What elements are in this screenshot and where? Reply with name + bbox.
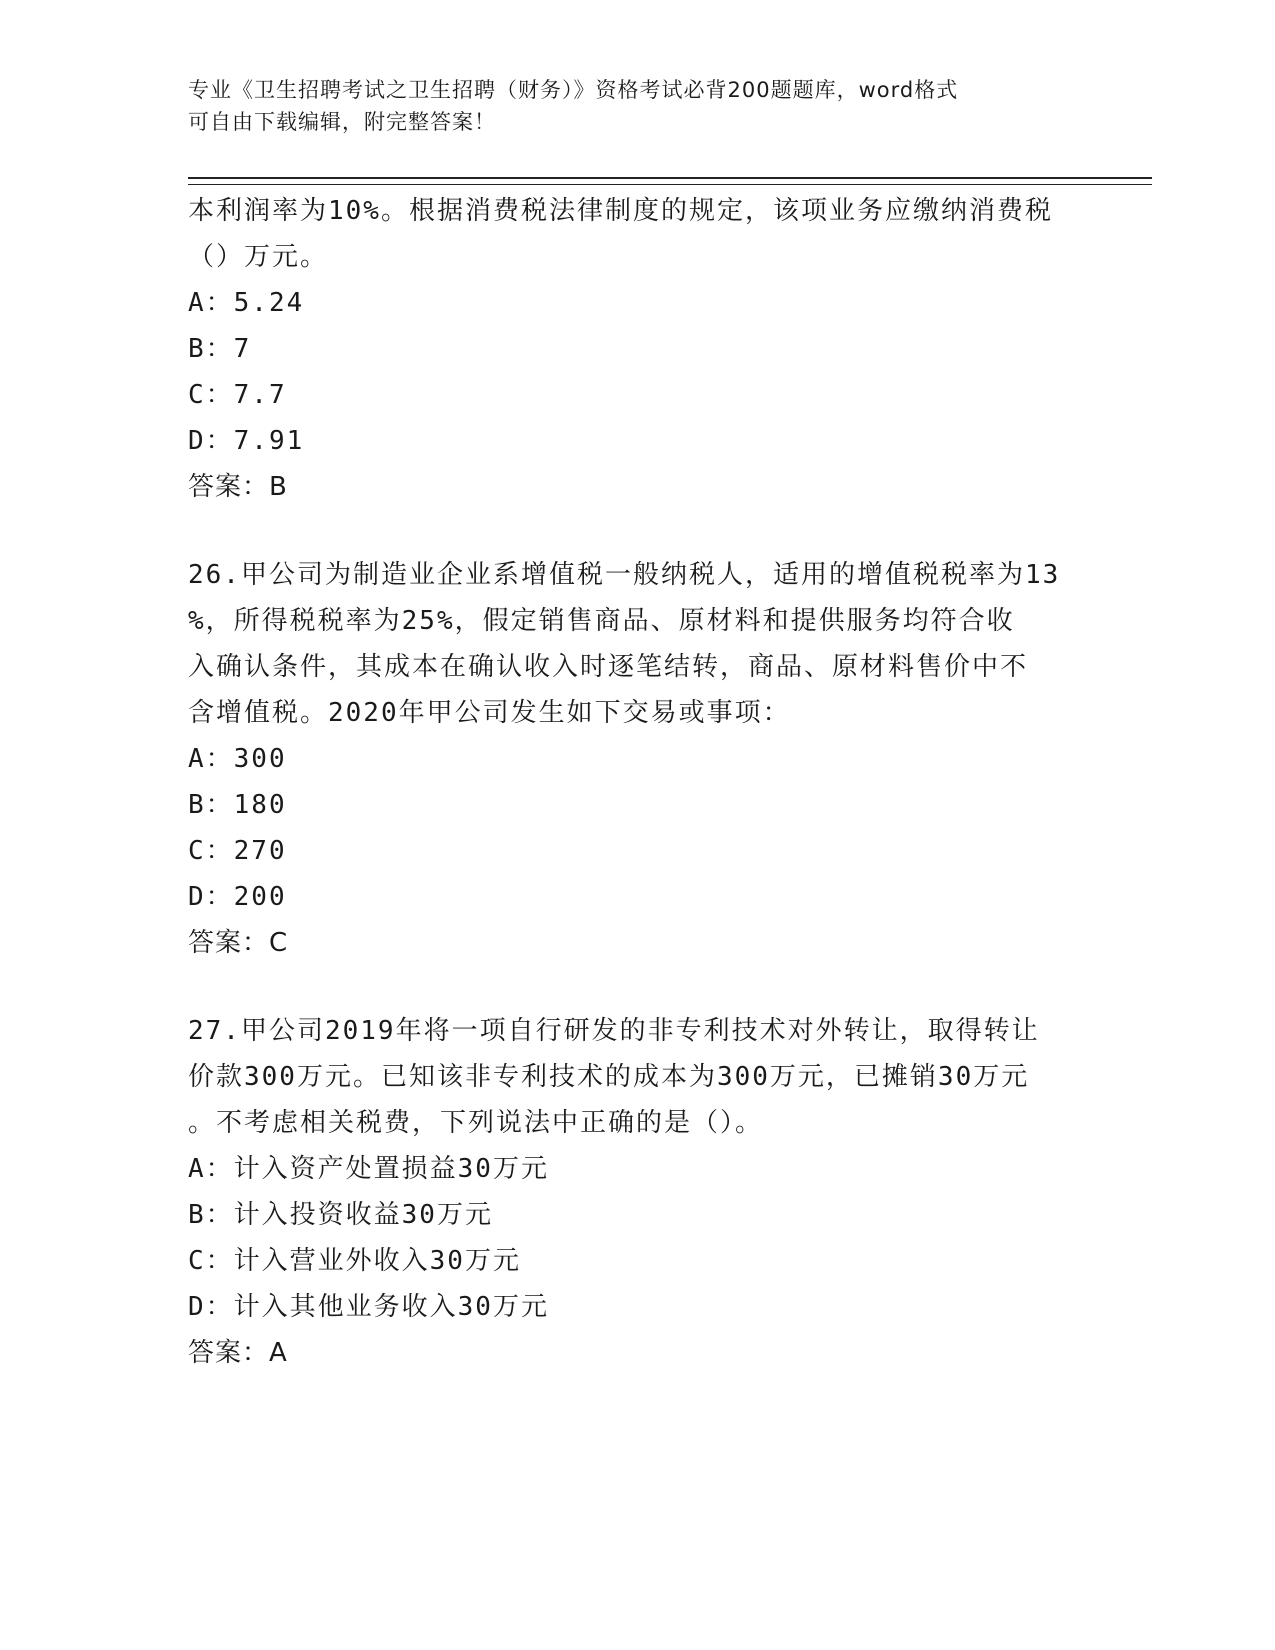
option-d: D：200 — [188, 882, 287, 912]
question-text-line: 26.甲公司为制造业企业系增值税一般纳税人，适用的增值税税率为13 — [188, 560, 1061, 590]
option-d: D：7.91 — [188, 426, 305, 456]
option-b: B：180 — [188, 790, 287, 820]
option-a: A：300 — [188, 744, 287, 774]
question-text-line: 入确认条件，其成本在确认收入时逐笔结转，商品、原材料售价中不 — [188, 652, 1029, 682]
option-c: C：270 — [188, 836, 287, 866]
question-27 — [188, 1008, 1088, 1376]
question-text-line: 价款300万元。已知该非专利技术的成本为300万元，已摊销30万元 — [188, 1062, 1030, 1092]
spacer — [188, 966, 1088, 1008]
question-text-line: 本利润率为10%。根据消费税法律制度的规定，该项业务应缴纳消费税 — [188, 196, 1053, 226]
option-c: C：7.7 — [188, 380, 287, 410]
question-text-line: 27.甲公司2019年将一项自行研发的非专利技术对外转让，取得转让 — [188, 1016, 1040, 1046]
spacer — [188, 510, 1088, 552]
question-text-line: （）万元。 — [188, 242, 329, 272]
document-body — [188, 188, 1088, 1376]
question-text-line: 。不考虑相关税费，下列说法中正确的是（）。 — [188, 1108, 764, 1138]
option-a: A：5.24 — [188, 288, 305, 318]
question-text-line: 含增值税。2020年甲公司发生如下交易或事项： — [188, 698, 791, 728]
header-divider-thin — [188, 184, 1152, 185]
document-header — [188, 74, 1088, 138]
question-text-line: %，所得税税率为25%，假定销售商品、原材料和提供服务均符合收 — [188, 606, 1015, 636]
question-25 — [188, 188, 1088, 510]
option-a: A：计入资产处置损益30万元 — [188, 1154, 549, 1184]
question-26 — [188, 552, 1088, 966]
option-b: B：计入投资收益30万元 — [188, 1200, 493, 1230]
option-d: D：计入其他业务收入30万元 — [188, 1292, 549, 1322]
header-divider-thick — [188, 177, 1152, 179]
option-b: B：7 — [188, 334, 252, 364]
header-line-2: 可自由下载编辑，附完整答案！ — [188, 110, 496, 134]
option-c: C：计入营业外收入30万元 — [188, 1246, 521, 1276]
header-line-1: 专业《卫生招聘考试之卫生招聘（财务）》资格考试必背200题题库，word格式 — [188, 78, 959, 102]
answer-label: 答案：C — [188, 928, 289, 958]
answer-label: 答案：B — [188, 472, 288, 502]
answer-label: 答案：A — [188, 1338, 288, 1368]
